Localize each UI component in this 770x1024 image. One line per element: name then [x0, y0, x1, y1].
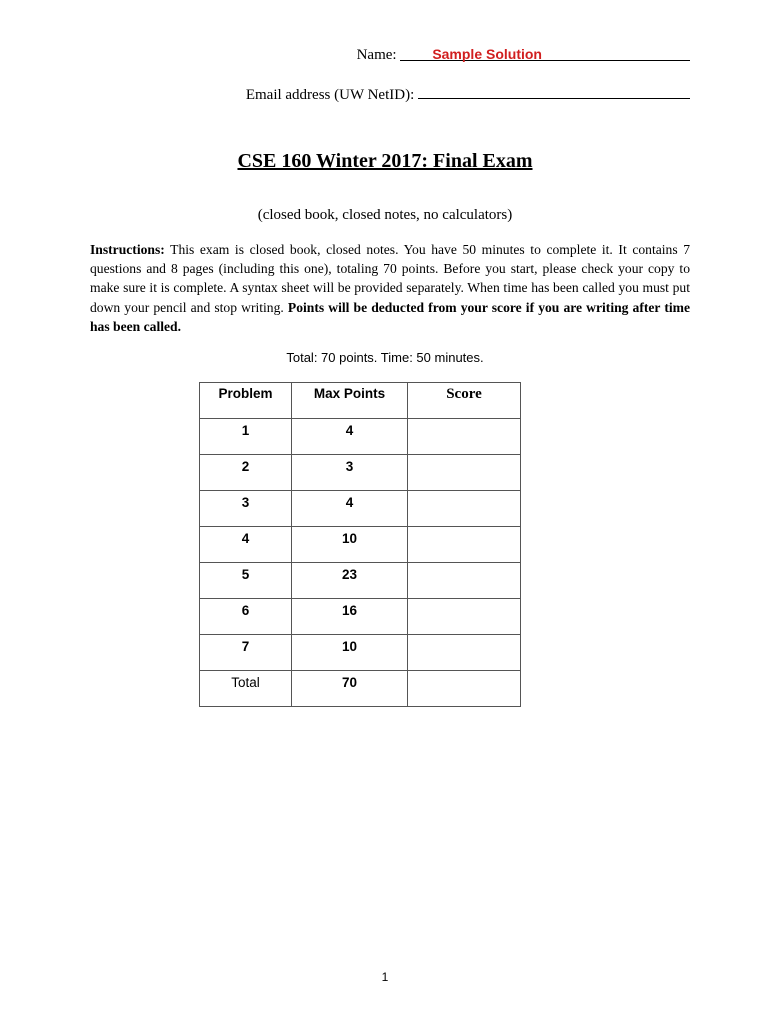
name-line — [320, 46, 690, 64]
max-points: 4 — [292, 491, 408, 527]
problem-number: 6 — [200, 599, 292, 635]
instructions-warning: Points will be deducted from your score if you are writing after time has been called. — [90, 299, 690, 334]
score-cell[interactable] — [408, 419, 521, 455]
email-field[interactable] — [418, 84, 690, 99]
name-value: Sample Solution — [432, 46, 542, 62]
name-label: Name: — [356, 47, 397, 63]
max-points: 23 — [292, 563, 408, 599]
table-row — [200, 491, 521, 527]
table-row — [200, 419, 521, 455]
table-row — [200, 527, 521, 563]
total-label: Total — [200, 671, 292, 707]
header-max-points: Max Points — [292, 383, 408, 419]
total-summary: Total: 70 points. Time: 50 minutes. — [286, 350, 484, 365]
problem-number: 4 — [200, 527, 292, 563]
exam-title: CSE 160 Winter 2017: Final Exam — [237, 150, 533, 172]
score-cell[interactable] — [408, 635, 521, 671]
max-points: 4 — [292, 419, 408, 455]
table-row — [200, 563, 521, 599]
score-cell[interactable] — [408, 527, 521, 563]
score-cell[interactable] — [408, 455, 521, 491]
table-row — [200, 635, 521, 671]
problem-number: 1 — [200, 419, 292, 455]
max-points: 10 — [292, 635, 408, 671]
total-row — [200, 671, 521, 707]
table-row — [200, 455, 521, 491]
header-problem: Problem — [200, 383, 292, 419]
instructions — [90, 240, 690, 336]
email-label: Email address (UW NetID): — [245, 87, 415, 103]
table-row — [200, 599, 521, 635]
name-field[interactable] — [400, 46, 690, 61]
total-score-cell[interactable] — [408, 671, 521, 707]
email-line — [230, 84, 690, 104]
problem-number: 5 — [200, 563, 292, 599]
score-table — [199, 382, 521, 707]
exam-subtitle: (closed book, closed notes, no calculators) — [257, 207, 513, 223]
problem-number: 3 — [200, 491, 292, 527]
max-points: 16 — [292, 599, 408, 635]
max-points: 3 — [292, 455, 408, 491]
table-header-row — [200, 383, 521, 419]
problem-number: 7 — [200, 635, 292, 671]
problem-number: 2 — [200, 455, 292, 491]
score-cell[interactable] — [408, 599, 521, 635]
max-points: 10 — [292, 527, 408, 563]
header-score: Score — [408, 383, 521, 419]
instructions-text: This exam is closed book, closed notes. You have 50 minutes to complete it. It contains 7 questions and 8 pages (including this one), totaling 70 points. Before you start, please check your copy to make sure it is complete. A syntax sheet will be provided separately. When time has been called you must put down your pencil and stop writing. — [90, 242, 691, 315]
page-number: 1 — [381, 970, 389, 984]
instructions-label: Instructions: — [90, 242, 165, 257]
score-cell[interactable] — [408, 491, 521, 527]
total-max-points: 70 — [292, 671, 408, 707]
score-cell[interactable] — [408, 563, 521, 599]
